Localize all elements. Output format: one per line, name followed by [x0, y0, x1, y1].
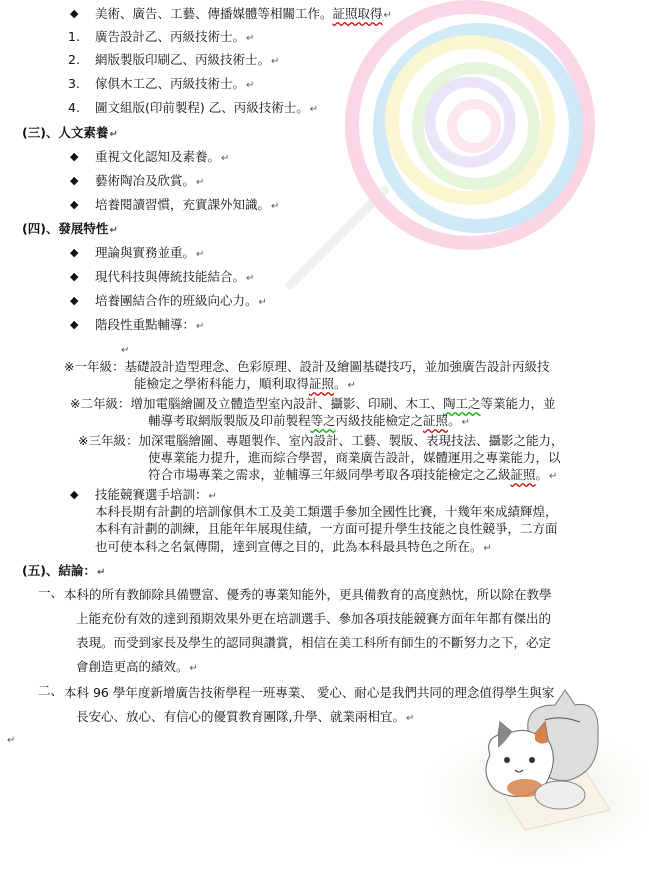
paragraph-mark-icon: ↵ — [121, 345, 130, 356]
paragraph-mark-icon: ↵ — [483, 543, 492, 554]
paragraph-mark-icon: ↵ — [271, 56, 280, 67]
paragraph-mark-icon: ↵ — [461, 417, 470, 428]
conclusion-line: 長安心、放心、有信心的優質教育團隊,升學、就業兩相宜。↵ — [76, 709, 415, 724]
grade3-line2: 使專業能力提升，進而綜合學習，商業廣告設計，媒體運用之專業能力，以 — [148, 450, 561, 465]
list-item: 培養閱讀習慣，充實課外知識。↵ — [95, 197, 280, 212]
list-item: 現代科技與傳統技能結合。↵ — [95, 269, 255, 284]
contest-line: 本科有計劃的訓練，且能年年展現佳績，一方面可提升學生技能之良性競爭，二方面 — [95, 521, 558, 536]
list-number: 3. — [68, 76, 80, 91]
intro-tail: 証照取得 — [332, 6, 383, 21]
contest-line: 也可使本科之名氣傳開，達到宣傳之目的，此為本科最具特色之所在。↵ — [95, 539, 492, 554]
list-number: 1. — [68, 29, 80, 44]
bullet-icon: ◆ — [70, 174, 79, 187]
list-item: 傢俱木工乙、丙級技術士。↵ — [95, 76, 255, 91]
paragraph-mark-icon: ↵ — [208, 491, 217, 502]
paragraph-number: 二、 — [38, 683, 64, 698]
paragraph-mark-icon: ↵ — [189, 663, 198, 674]
grade2-line1: ※二年級：增加電腦繪圖及立體造型室內設計、攝影、印刷、木工、陶工之等業能力，並 — [70, 396, 556, 411]
grade1-label: ※一年級： — [64, 359, 125, 374]
list-item: 階段性重點輔導：↵ — [95, 317, 205, 332]
bullet-icon: ◆ — [70, 270, 79, 283]
bullet-icon: ◆ — [70, 150, 79, 163]
grade3-line3: 符合市場專業之需求，並輔導三年級同學考取各項技能檢定之乙級証照。↵ — [148, 467, 558, 482]
list-item: 重視文化認知及素養。↵ — [95, 149, 230, 164]
contest-title: 技能競賽選手培訓：↵ — [95, 487, 217, 502]
list-item: 廣告設計乙、丙級技術士。↵ — [95, 29, 255, 44]
section-heading: (三)、人文素養↵ — [22, 125, 118, 140]
paragraph-mark-icon: ↵ — [405, 713, 415, 724]
paragraph-mark-icon: ↵ — [383, 10, 392, 21]
conclusion-line: 上能充份有效的達到預期效果外更在培訓選手、參加各項技能競賽方面年年都有傑出的 — [76, 611, 552, 626]
paragraph-mark-icon: ↵ — [309, 104, 319, 115]
list-item: 理論與實務並重。↵ — [95, 245, 205, 260]
grade2-label: ※二年級： — [70, 396, 131, 411]
list-number: 4. — [68, 100, 80, 115]
section-heading: (五)、結論：↵ — [22, 563, 106, 578]
list-number: 2. — [68, 52, 80, 67]
intro-line — [95, 5, 392, 25]
paragraph-mark-icon: ↵ — [221, 153, 230, 164]
conclusion-line: 表現。而受到家長及學生的認同與讚賞，相信在美工科所有師生的不斷努力之下，必定 — [76, 635, 552, 650]
bullet-icon: ◆ — [70, 294, 79, 307]
grade3-line1: ※三年級：加深電腦繪圖、專題製作、室內設計、工藝、製版、表現技法、攝影之能力， — [78, 433, 564, 448]
grade1-line2: 能檢定之學術科能力，順利取得証照。↵ — [134, 376, 356, 391]
bullet-icon: ◆ — [70, 246, 79, 259]
paragraph-mark-icon: ↵ — [347, 380, 356, 391]
conclusion-line: 本科 96 學年度新增廣告技術學程一班專業、 愛心、耐心是我們共同的理念值得學生與家 — [64, 685, 555, 700]
bullet-icon: ◆ — [70, 318, 79, 331]
list-item: 培養團結合作的班級向心力。↵ — [95, 293, 267, 308]
paragraph-mark-icon: ↵ — [109, 129, 118, 140]
grade3-label: ※三年級： — [78, 433, 139, 448]
paragraph-mark-icon: ↵ — [196, 177, 205, 188]
paragraph-mark-icon: ↵ — [246, 80, 255, 91]
paragraph-mark-icon: ↵ — [7, 735, 16, 746]
empty-paragraph — [120, 340, 129, 360]
empty-paragraph — [6, 730, 15, 750]
paragraph-mark-icon: ↵ — [109, 225, 118, 236]
paragraph-mark-icon: ↵ — [549, 471, 558, 482]
bullet-icon: ◆ — [70, 198, 79, 211]
paragraph-mark-icon: ↵ — [271, 201, 280, 212]
paragraph-mark-icon: ↵ — [196, 249, 205, 260]
grade2-line2: 輔導考取網版製版及印前製程等之丙級技能檢定之証照。↵ — [148, 413, 470, 428]
paragraph-mark-icon: ↵ — [196, 321, 205, 332]
paragraph-mark-icon: ↵ — [258, 297, 267, 308]
contest-line: 本科長期有計劃的培訓傢俱木工及美工類選手參加全國性比賽，十幾年來成績輝煌， — [95, 504, 558, 519]
bullet-icon: ◆ — [70, 488, 79, 501]
grade1-line1: ※一年級：基礎設計造型理念、色彩原理、設計及繪圖基礎技巧，並加強廣告設計丙級技 — [64, 359, 550, 374]
paragraph-mark-icon: ↵ — [246, 33, 255, 44]
paragraph-mark-icon: ↵ — [96, 567, 106, 578]
conclusion-line: 本科的所有教師除具備豐富、優秀的專業知能外，更具備教育的高度熱忱，所以除在教學 — [64, 587, 552, 602]
list-item: 藝術陶冶及欣賞。↵ — [95, 173, 205, 188]
conclusion-line: 會創造更高的績效。↵ — [76, 659, 198, 674]
bullet-icon: ◆ — [70, 7, 79, 20]
section-heading: (四)、發展特性↵ — [22, 221, 118, 236]
paragraph-mark-icon: ↵ — [246, 273, 255, 284]
list-item: 網版製版印刷乙、丙級技術士。↵ — [95, 52, 280, 67]
intro-text: 美術、廣告、工藝、傳播媒體等相關工作。 — [95, 6, 333, 21]
list-item: 圖文組版(印前製程) 乙、丙級技術士。↵ — [95, 100, 319, 115]
paragraph-number: 一、 — [38, 585, 64, 600]
